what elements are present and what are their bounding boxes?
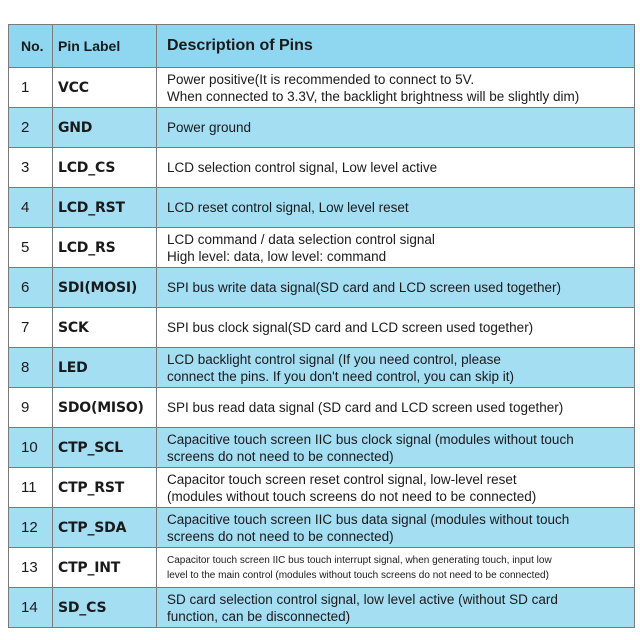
pin-label: GND — [53, 108, 157, 148]
pin-number: 2 — [9, 108, 53, 148]
pin-number: 4 — [9, 188, 53, 228]
pin-label: VCC — [53, 68, 157, 108]
pin-description: SPI bus read data signal (SD card and LCD screen used together) — [157, 388, 635, 428]
pin-label: SDI(MOSI) — [53, 268, 157, 308]
table-row — [9, 588, 635, 628]
pin-number: 6 — [9, 268, 53, 308]
table-row — [9, 108, 635, 148]
table-row — [9, 68, 635, 108]
pin-number: 8 — [9, 348, 53, 388]
pin-label: LED — [53, 348, 157, 388]
table-row — [9, 268, 635, 308]
pin-label: CTP_INT — [53, 548, 157, 588]
header-description: Description of Pins — [157, 25, 635, 68]
table-row — [9, 468, 635, 508]
header-no: No. — [9, 25, 53, 68]
table-row — [9, 508, 635, 548]
pin-description: SPI bus clock signal(SD card and LCD screen used together) — [157, 308, 635, 348]
pin-description: Capacitor touch screen reset control signal, low-level reset (modules without touch screens do not need to be connected) — [157, 468, 635, 508]
pin-label: CTP_SCL — [53, 428, 157, 468]
table-row — [9, 148, 635, 188]
table-row — [9, 428, 635, 468]
pin-label: SD_CS — [53, 588, 157, 628]
pin-description: SPI bus write data signal(SD card and LCD screen used together) — [157, 268, 635, 308]
table-row — [9, 308, 635, 348]
pin-description: Power positive(It is recommended to connect to 5V. When connected to 3.3V, the backlight brightness will be slightly dim) — [157, 68, 635, 108]
pin-number: 7 — [9, 308, 53, 348]
table-row — [9, 348, 635, 388]
table-row — [9, 188, 635, 228]
pin-number: 13 — [9, 548, 53, 588]
pin-description: LCD backlight control signal (If you need control, please connect the pins. If you don't need control, you can skip it) — [157, 348, 635, 388]
pin-number: 5 — [9, 228, 53, 268]
pin-number: 14 — [9, 588, 53, 628]
pin-number: 3 — [9, 148, 53, 188]
pin-number: 9 — [9, 388, 53, 428]
pin-label: LCD_RST — [53, 188, 157, 228]
pin-label: SDO(MISO) — [53, 388, 157, 428]
pin-description-table — [8, 24, 635, 628]
pin-description: LCD reset control signal, Low level reset — [157, 188, 635, 228]
pin-number: 1 — [9, 68, 53, 108]
pin-label: SCK — [53, 308, 157, 348]
pin-description: Power ground — [157, 108, 635, 148]
header-pin-label: Pin Label — [53, 25, 157, 68]
pin-label: CTP_RST — [53, 468, 157, 508]
pin-description: Capacitor touch screen IIC bus touch interrupt signal, when generating touch, input low level to the main control (modules without touch screens do not need to be connected) — [157, 548, 635, 588]
pin-number: 11 — [9, 468, 53, 508]
pin-description: SD card selection control signal, low level active (without SD card function, can be disconnected) — [157, 588, 635, 628]
pin-description: Capacitive touch screen IIC bus clock signal (modules without touch screens do not need to be connected) — [157, 428, 635, 468]
pin-label: CTP_SDA — [53, 508, 157, 548]
pin-description: Capacitive touch screen IIC bus data signal (modules without touch screens do not need to be connected) — [157, 508, 635, 548]
table-row — [9, 388, 635, 428]
pin-description: LCD selection control signal, Low level active — [157, 148, 635, 188]
pin-number: 12 — [9, 508, 53, 548]
table-row — [9, 228, 635, 268]
table-header-row — [9, 25, 635, 68]
pin-description: LCD command / data selection control signal High level: data, low level: command — [157, 228, 635, 268]
pin-label: LCD_CS — [53, 148, 157, 188]
table-row — [9, 548, 635, 588]
pin-number: 10 — [9, 428, 53, 468]
pin-label: LCD_RS — [53, 228, 157, 268]
